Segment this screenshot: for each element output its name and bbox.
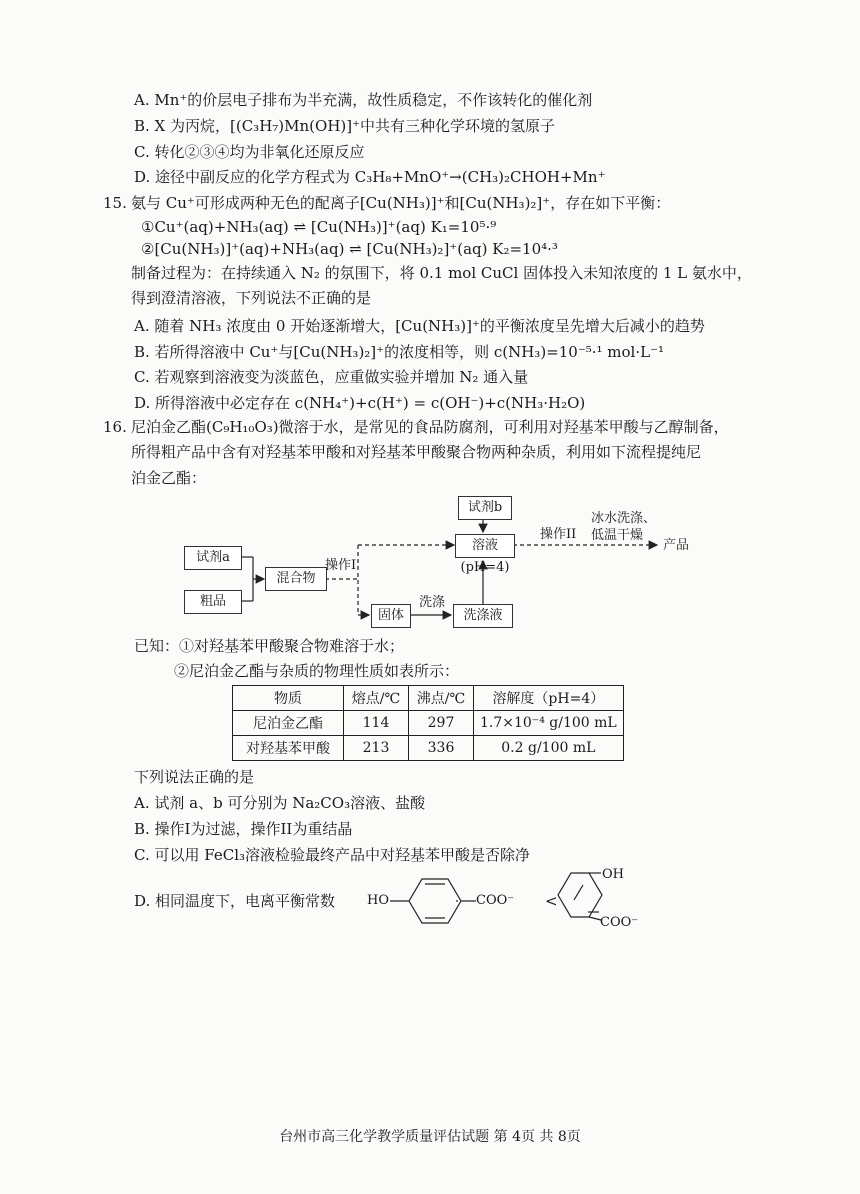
wash-label: 洗涤 <box>419 595 446 610</box>
q16-stem-line-2: 所得粗产品中含有对羟基苯甲酸和对羟基苯甲酸聚合物两种杂质，利用如下流程提纯尼 <box>131 443 702 461</box>
q16-stem-line-1: 尼泊金乙酯(C₉H₁₀O₃)微溶于水，是常见的食品防腐剂，可利用对羟基苯甲酸与乙醇制备， <box>131 418 729 436</box>
q14-option-d: D. 途径中副反应的化学方程式为 C₃H₈+MnO⁺→(CH₃)₂CHOH+Mn⁺ <box>134 168 606 186</box>
solid-box: 固体 <box>371 604 411 628</box>
table-header-cell: 熔点/℃ <box>344 686 409 711</box>
solution-ph4-box: 溶液(pH=4) <box>455 534 515 558</box>
product-label: 产品 <box>663 538 690 553</box>
q15-prep-line-1: 制备过程为：在持续通入 N₂ 的氛围下，将 0.1 mol CuCl 固体投入未知浓度的 1 L 氨水中， <box>131 264 752 282</box>
q16-option-c: C. 可以用 FeCl₃溶液检验最终产品中对羟基苯甲酸是否除净 <box>134 846 531 864</box>
table-cell: 0.2 g/100 mL <box>474 736 624 761</box>
table-header-cell: 溶解度（pH=4） <box>474 686 624 711</box>
q15-option-d: D. 所得溶液中必定存在 c(NH₄⁺)+c(H⁺) = c(OH⁻)+c(NH₃·H₂O) <box>134 394 586 412</box>
table-cell: 1.7×10⁻⁴ g/100 mL <box>474 711 624 736</box>
q16-option-a: A. 试剂 a、b 可分别为 Na₂CO₃溶液、盐酸 <box>134 794 426 812</box>
q15-option-c: C. 若观察到溶液变为淡蓝色，应重做实验并增加 N₂ 通入量 <box>134 368 529 386</box>
wash-dry-label-2: 低温干燥 <box>591 528 644 543</box>
q16-number: 16. <box>103 418 127 436</box>
q16-stem-line-3: 泊金乙酯： <box>131 469 207 487</box>
q16-option-b: B. 操作I为过滤，操作II为重结晶 <box>134 820 353 838</box>
table-header-cell: 物质 <box>233 686 344 711</box>
q15-stem: 氨与 Cu⁺可形成两种无色的配离子[Cu(NH₃)]⁺和[Cu(NH₃)₂]⁺，存在如下平衡： <box>131 194 671 212</box>
q15-number: 15. <box>103 194 127 212</box>
wash-dry-label-1: 冰水洗涤、 <box>591 511 657 526</box>
table-cell: 213 <box>344 736 409 761</box>
known-info-1: 已知：①对羟基苯甲酸聚合物难溶于水； <box>134 637 405 655</box>
para-ho-label: HO <box>367 893 389 908</box>
q15-prep-line-2: 得到澄清溶液，下列说法不正确的是 <box>131 289 372 307</box>
washings-box: 洗涤液 <box>453 604 513 628</box>
q16-question: 下列说法正确的是 <box>134 768 255 786</box>
operation-2-label: 操作II <box>540 527 577 542</box>
q15-option-b: B. 若所得溶液中 Cu⁺与[Cu(NH₃)₂]⁺的浓度相等，则 c(NH₃)=10⁻⁵·¹ mol·L⁻¹ <box>134 343 665 361</box>
known-info-2: ②尼泊金乙酯与杂质的物理性质如表所示： <box>174 662 460 680</box>
table-cell: 114 <box>344 711 409 736</box>
table-header-cell: 沸点/℃ <box>409 686 474 711</box>
ortho-oh-label: OH <box>602 867 624 882</box>
reagent-b-box: 试剂b <box>458 496 512 520</box>
q15-equation-1: ①Cu⁺(aq)+NH₃(aq) ⇌ [Cu(NH₃)]⁺(aq) K₁=10⁵·⁹ <box>141 218 497 236</box>
ortho-coo-label: COO⁻ <box>600 915 639 930</box>
mixture-box: 混合物 <box>265 567 327 591</box>
q16-option-d: D. 相同温度下，电离平衡常数 <box>134 892 336 910</box>
q15-option-a: A. 随着 NH₃ 浓度由 0 开始逐渐增大，[Cu(NH₃)]⁺的平衡浓度呈先增大后减小的趋势 <box>134 317 705 335</box>
q15-equation-2: ②[Cu(NH₃)]⁺(aq)+NH₃(aq) ⇌ [Cu(NH₃)₂]⁺(aq) K₂=10⁴·³ <box>141 240 558 258</box>
q14-option-b: B. X 为丙烷，[(C₃H₇)Mn(OH)]⁺中共有三种化学环境的氢原子 <box>134 117 556 135</box>
table-cell: 对羟基苯甲酸 <box>233 736 344 761</box>
less-than-sign: < <box>545 892 558 910</box>
ortho-benzene-ring-icon <box>558 873 602 920</box>
page-footer: 台州市高三化学教学质量评估试题 第 4页 共 8页 <box>279 1129 581 1145</box>
para-benzene-ring-icon <box>390 879 476 923</box>
table-cell: 297 <box>409 711 474 736</box>
reagent-a-box: 试剂a <box>184 546 242 570</box>
para-coo-label: COO⁻ <box>476 893 515 908</box>
operation-1-label: 操作I <box>325 558 357 573</box>
q14-option-a: A. Mn⁺的价层电子排布为半充满，故性质稳定，不作该转化的催化剂 <box>134 91 593 109</box>
table-cell: 尼泊金乙酯 <box>233 711 344 736</box>
crude-product-box: 粗品 <box>184 590 242 614</box>
table-cell: 336 <box>409 736 474 761</box>
q14-option-c: C. 转化②③④均为非氧化还原反应 <box>134 143 365 161</box>
